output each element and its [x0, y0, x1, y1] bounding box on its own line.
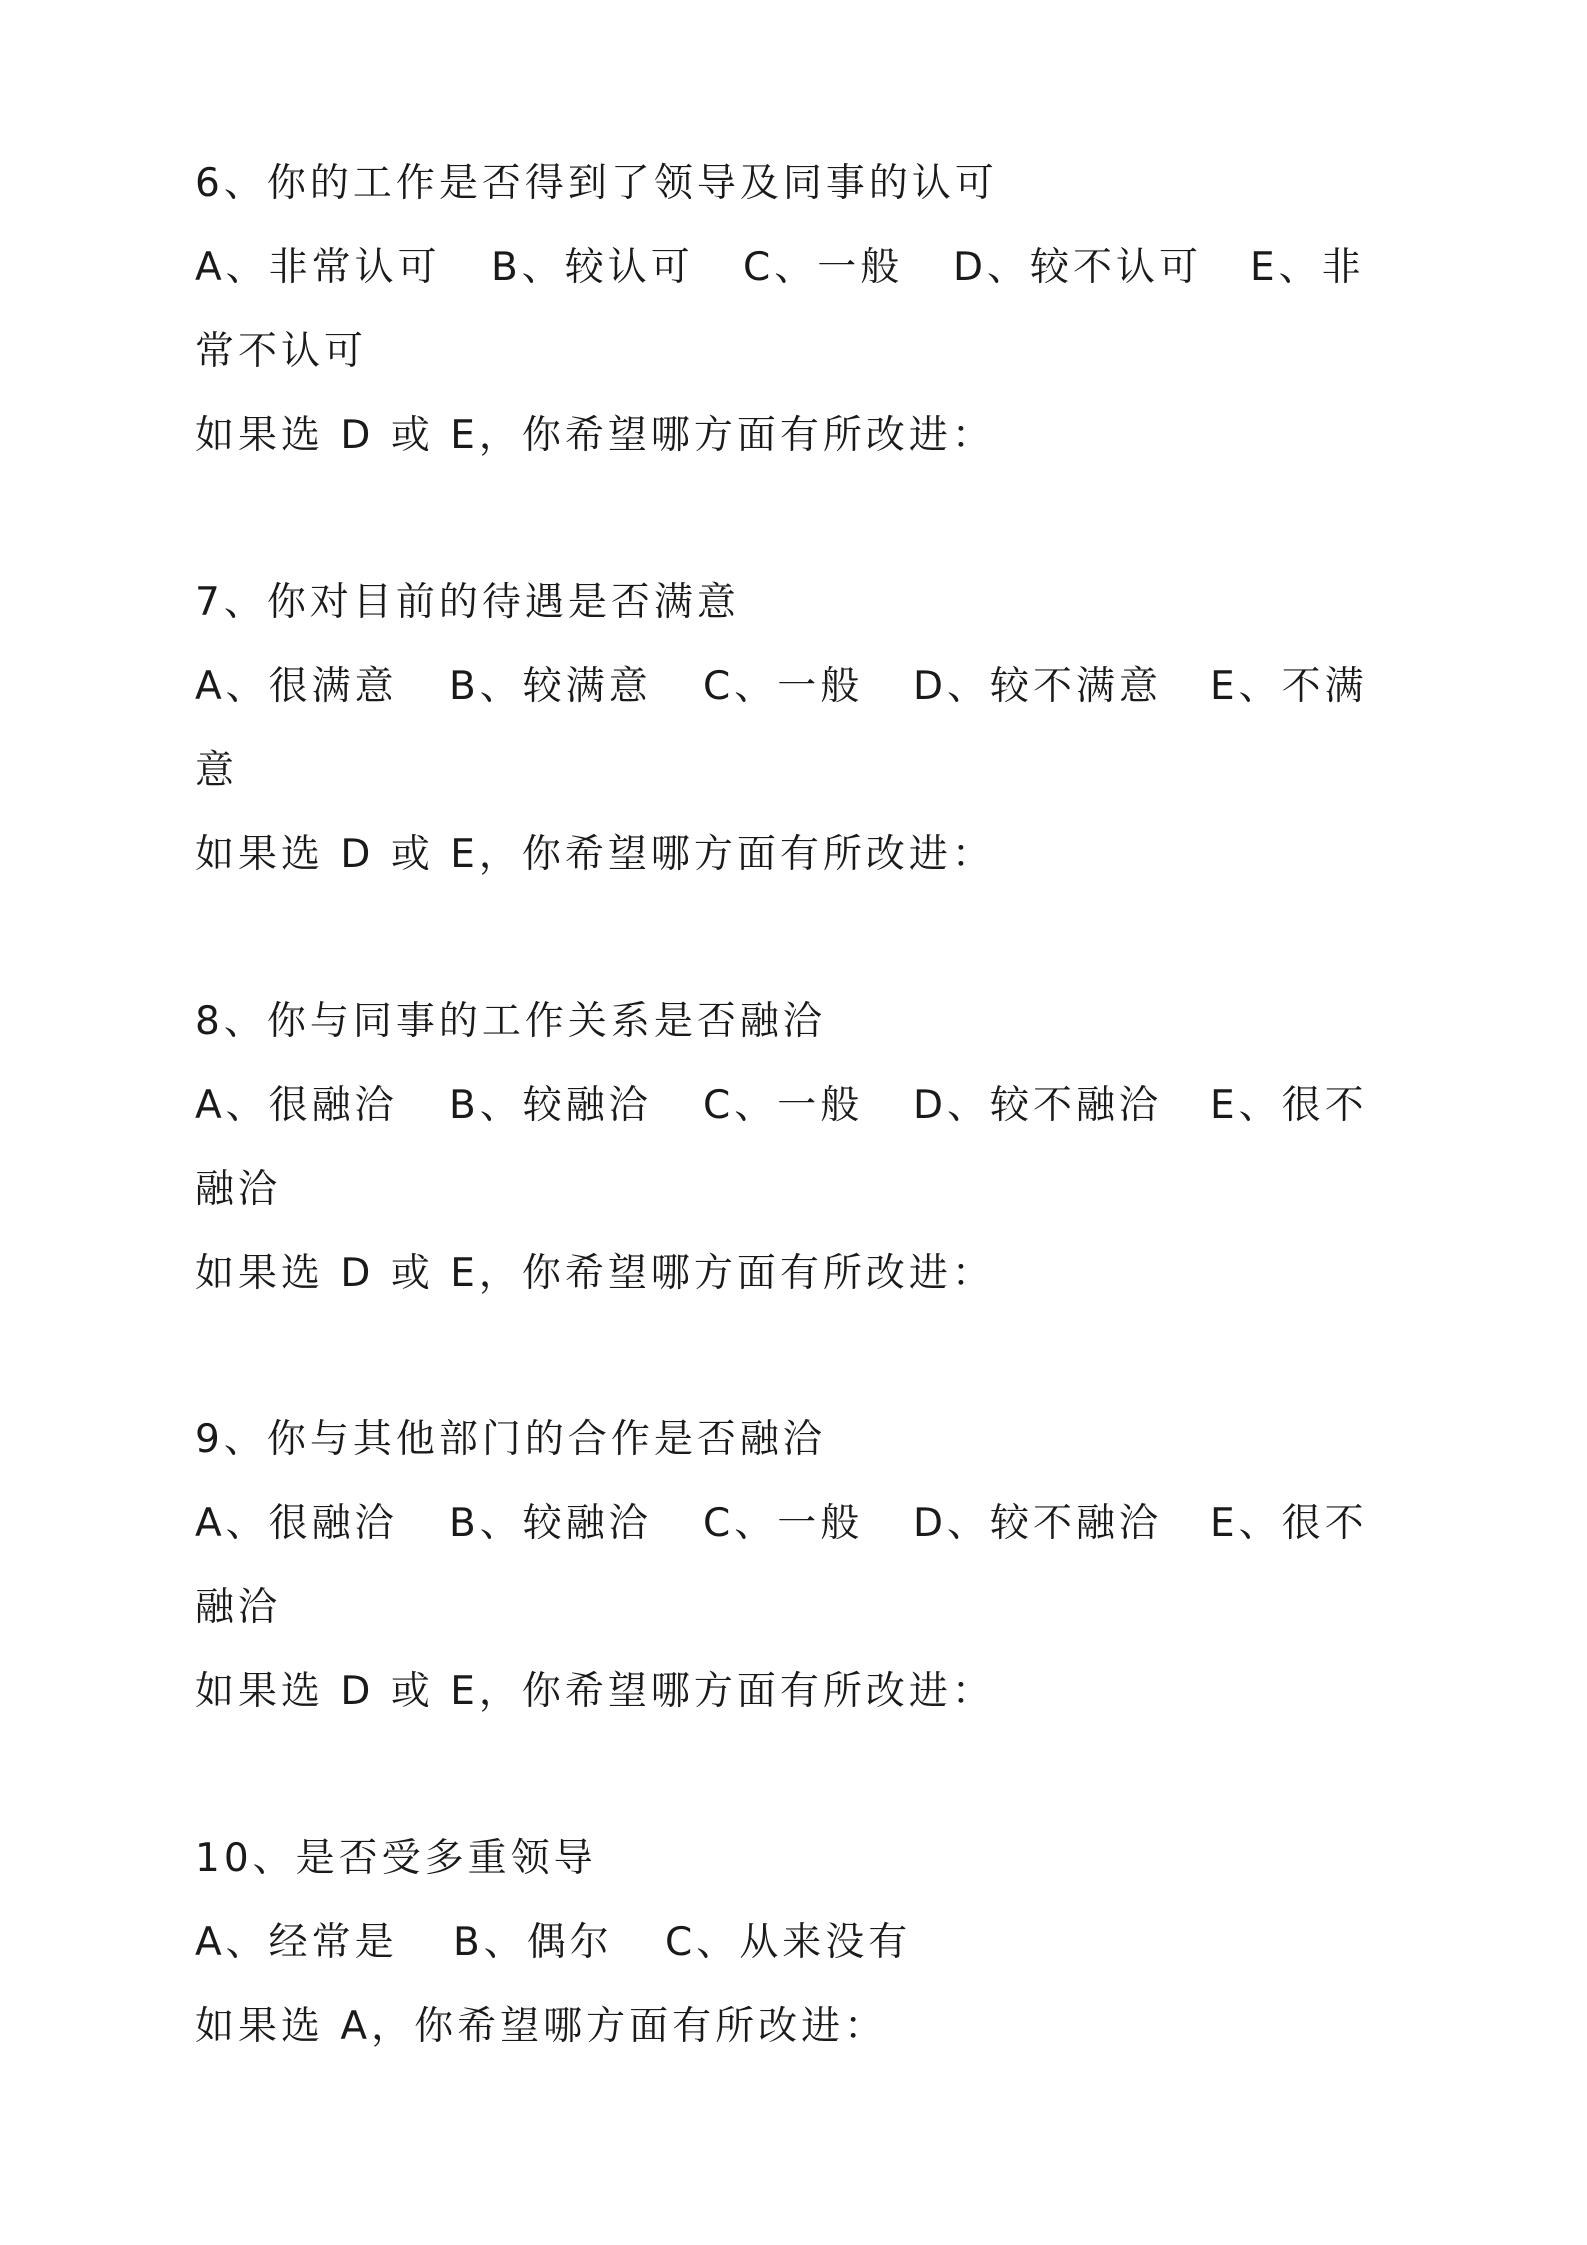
options-line-continued: 常不认可 [195, 329, 368, 374]
option-a: A、很融洽 [195, 1501, 398, 1546]
option-c: C、一般 [703, 1501, 864, 1546]
option-b: B、较认可 [491, 245, 694, 290]
option-a: A、经常是 [195, 1920, 398, 1965]
options-line-continued: 融洽 [195, 1167, 282, 1212]
option-e: E、很不 [1210, 1501, 1368, 1546]
option-c: C、一般 [743, 245, 904, 290]
options-line-continued: 意 [195, 748, 239, 793]
question-7 [195, 561, 1368, 897]
option-b: B、偶尔 [453, 1920, 613, 1965]
option-e: E、不满 [1210, 664, 1368, 709]
option-d: D、较不融洽 [913, 1501, 1163, 1546]
options-line [195, 645, 1368, 729]
question-title: 10、是否受多重领导 [195, 1836, 597, 1881]
option-d: D、较不融洽 [913, 1083, 1163, 1128]
question-9 [195, 1398, 1368, 1734]
options-line [195, 226, 1365, 310]
option-b: B、较满意 [449, 664, 652, 709]
question-10 [195, 1817, 1355, 2069]
followup-prompt: 如果选 D 或 E，你希望哪方面有所改进： [195, 1669, 995, 1714]
option-c: C、一般 [703, 664, 864, 709]
followup-prompt: 如果选 D 或 E，你希望哪方面有所改进： [195, 413, 995, 458]
option-d: D、较不满意 [913, 664, 1163, 709]
options-line [195, 1482, 1368, 1566]
option-c: C、一般 [703, 1083, 864, 1128]
question-6 [195, 142, 1365, 478]
option-b: B、较融洽 [449, 1083, 652, 1128]
option-a: A、很融洽 [195, 1083, 398, 1128]
option-a: A、非常认可 [195, 245, 441, 290]
question-title: 6、你的工作是否得到了领导及同事的认可 [195, 161, 998, 206]
followup-prompt: 如果选 D 或 E，你希望哪方面有所改进： [195, 1251, 995, 1296]
option-d: D、较不认可 [953, 245, 1203, 290]
option-b: B、较融洽 [449, 1501, 652, 1546]
option-e: E、非 [1250, 245, 1365, 290]
options-line [195, 1064, 1368, 1148]
option-e: E、很不 [1210, 1083, 1368, 1128]
option-a: A、很满意 [195, 664, 398, 709]
followup-prompt: 如果选 D 或 E，你希望哪方面有所改进： [195, 832, 995, 877]
question-8 [195, 980, 1368, 1316]
options-line-continued: 融洽 [195, 1585, 282, 1630]
question-title: 9、你与其他部门的合作是否融洽 [195, 1417, 826, 1462]
option-c: C、从来没有 [665, 1920, 912, 1965]
question-title: 7、你对目前的待遇是否满意 [195, 580, 740, 625]
question-title: 8、你与同事的工作关系是否融洽 [195, 999, 826, 1044]
options-line [195, 1901, 1355, 1985]
followup-prompt: 如果选 A，你希望哪方面有所改进： [195, 2004, 888, 2049]
